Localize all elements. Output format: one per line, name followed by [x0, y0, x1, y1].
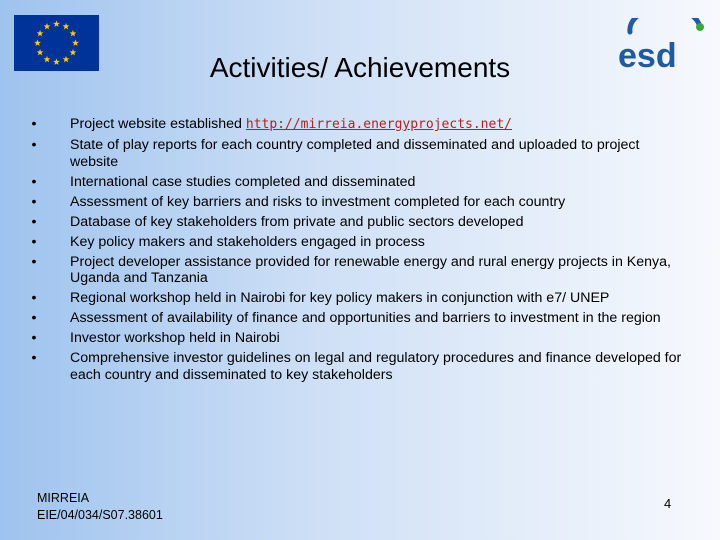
- esd-logo-text: esd: [618, 37, 677, 74]
- bullet-item: [30, 194, 690, 211]
- bullet-marker: •: [31, 350, 37, 366]
- bullet-text: Project developer assistance provided for renewable energy and rural energy projects in Kenya, Uganda and Tanzania: [70, 253, 671, 286]
- bullet-text: International case studies completed and disseminated: [70, 173, 416, 190]
- bullet-text: Assessment of key barriers and risks to investment completed for each country: [70, 193, 566, 210]
- bullet-marker: •: [31, 173, 37, 190]
- bullet-list: [30, 116, 690, 387]
- bullet-item: [30, 350, 690, 383]
- bullet-item: [30, 174, 690, 191]
- bullet-item: [30, 290, 690, 307]
- bullet-text: Comprehensive investor guidelines on legal and regulatory procedures and finance developed for each country and disseminated to key stakeholders: [70, 350, 682, 383]
- bullet-marker: •: [31, 310, 37, 326]
- bullet-marker: •: [31, 290, 37, 306]
- bullet-item: [30, 254, 690, 287]
- footer-project: MIRREIA: [37, 491, 90, 505]
- bullet-marker: •: [31, 193, 37, 210]
- bullet-text: Database of key stakeholders from private and public sectors developed: [70, 213, 524, 230]
- project-website-link[interactable]: http://mirreia.energyprojects.net/: [245, 117, 512, 132]
- bullet-marker: •: [31, 233, 37, 250]
- bullet-item: [30, 137, 690, 170]
- bullet-item: [30, 310, 690, 327]
- bullet-text: Investor workshop held in Nairobi: [70, 330, 280, 346]
- bullet-text: State of play reports for each country completed and disseminated and uploaded to project website: [70, 137, 640, 170]
- bullet-item: [30, 234, 690, 251]
- bullet-marker: •: [31, 330, 37, 346]
- footer-contract-number: EIE/04/034/S07.38601: [37, 508, 163, 522]
- footer: [37, 490, 163, 524]
- bullet-item: [30, 116, 690, 134]
- slide-title: Activities/ Achievements: [209, 52, 511, 83]
- bullet-item: [30, 330, 690, 347]
- bullet-marker: •: [31, 137, 37, 153]
- page-number: 4: [664, 496, 672, 511]
- bullet-marker: •: [31, 253, 37, 270]
- bullet-text: Assessment of availability of finance and opportunities and barriers to investment in the region: [70, 310, 661, 326]
- bullet-text: Key policy makers and stakeholders engaged in process: [70, 233, 425, 250]
- bullet-marker: •: [31, 116, 37, 132]
- bullet-marker: •: [31, 213, 37, 230]
- bullet-text: Regional workshop held in Nairobi for key policy makers in conjunction with e7/ UNEP: [70, 290, 610, 306]
- bullet-text: Project website established: [70, 116, 246, 132]
- bullet-item: [30, 214, 690, 231]
